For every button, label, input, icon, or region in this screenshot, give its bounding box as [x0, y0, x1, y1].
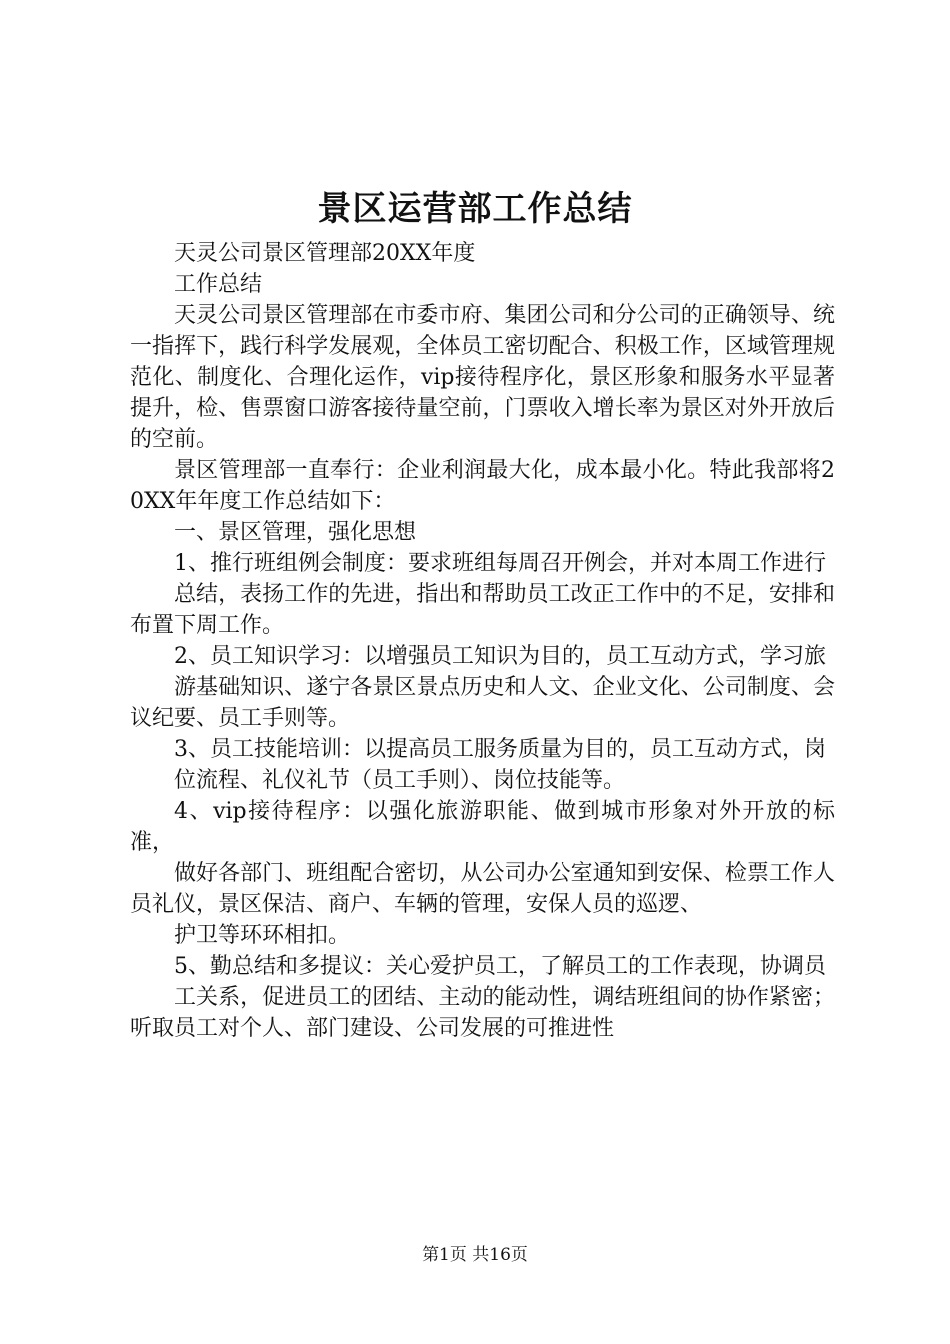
paragraph: 天灵公司景区管理部20XX年度: [174, 241, 476, 266]
paragraph: 游基础知识、遂宁各景区景点历史和人文、企业文化、公司制度、会议纪要、员工手则等。: [130, 675, 835, 731]
paragraph: 天灵公司景区管理部在市委市府、集团公司和分公司的正确领导、统一指挥下，践行科学发展观，全体员工密切配合、积极工作，区域管理规范化、制度化、合理化运作，vip接待程序化，景区形象和服务水平显著提升，检、售票窗口游客接待量空前，门票收入增长率为景区对外开放后的空前。: [130, 303, 835, 452]
paragraph: 总结，表扬工作的先进，指出和帮助员工改正工作中的不足，安排和布置下周工作。: [130, 582, 835, 638]
document-body: [130, 238, 835, 1044]
paragraph: 护卫等环环相扣。: [174, 923, 351, 948]
paragraph: 4、vip接待程序：以强化旅游职能、做到城市形象对外开放的标准，: [130, 799, 836, 855]
document-title: 景区运营部工作总结: [317, 189, 633, 229]
paragraph: 1、推行班组例会制度：要求班组每周召开例会，并对本周工作进行: [174, 551, 826, 576]
paragraph: 景区管理部一直奉行：企业利润最大化，成本最小化。特此我部将20XX年年度工作总结如下：: [130, 458, 835, 514]
paragraph: 工作总结: [174, 272, 263, 297]
paragraph: 位流程、礼仪礼节（员工手则）、岗位技能等。: [174, 768, 626, 793]
section-heading: 一、景区管理，强化思想: [174, 520, 417, 545]
paragraph: 2、员工知识学习：以增强员工知识为目的，员工互动方式，学习旅: [174, 644, 826, 669]
paragraph: 5、勤总结和多提议：关心爱护员工，了解员工的工作表现，协调员: [174, 954, 826, 979]
page-footer: 第1页 共16页: [422, 1245, 528, 1265]
paragraph: 3、员工技能培训：以提高员工服务质量为目的，员工互动方式，岗: [174, 737, 826, 762]
paragraph: 工关系，促进员工的团结、主动的能动性，调结班组间的协作紧密；听取员工对个人、部门建设、公司发展的可推进性: [130, 985, 835, 1041]
paragraph: 做好各部门、班组配合密切，从公司办公室通知到安保、检票工作人员礼仪，景区保洁、商户、车辆的管理，安保人员的巡逻、: [130, 861, 835, 917]
